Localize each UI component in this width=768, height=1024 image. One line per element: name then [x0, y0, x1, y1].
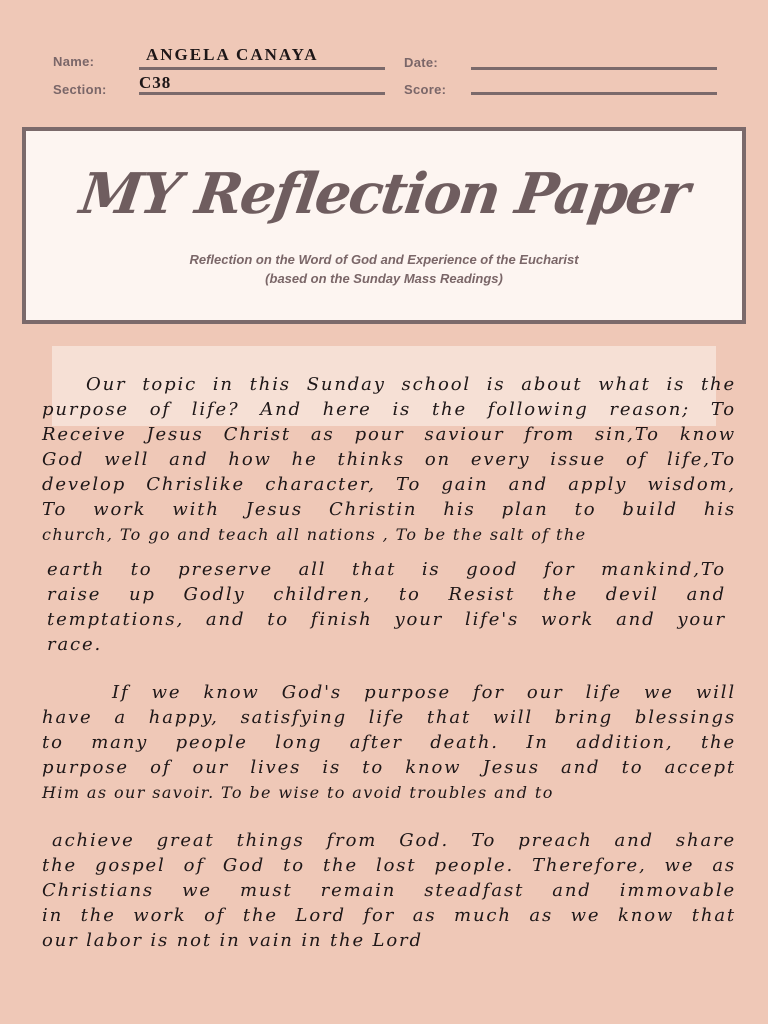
text-line: the gospel of God to the lost people. Therefore, we as	[42, 855, 736, 876]
text-line: Our topic in this Sunday school is about what is the	[86, 374, 736, 395]
score-label: Score:	[404, 82, 447, 97]
text-line: in the work of the Lord for as much as we know that	[42, 905, 736, 926]
text-line: achieve great things from God. To preach and share	[52, 830, 736, 851]
name-underline	[139, 67, 385, 70]
name-value: ANGELA CANAYA	[146, 45, 319, 64]
text-line: Him as our savoir. To be wise to avoid troubles and to	[42, 783, 554, 802]
text-line: Christians we must remain steadfast and immovable	[42, 880, 736, 901]
title-box	[22, 127, 746, 324]
paragraph-3	[42, 680, 736, 805]
paragraph-2	[47, 557, 726, 657]
text-line: race.	[47, 634, 103, 655]
paragraph-1	[42, 372, 736, 547]
section-label: Section:	[53, 82, 107, 97]
score-underline	[471, 92, 717, 95]
text-line: To work with Jesus Christin his plan to build his	[42, 499, 736, 520]
text-line: raise up Godly children, to Resist the devil and	[47, 584, 726, 605]
text-line: church, To go and teach all nations , To be the salt of the	[42, 525, 587, 544]
text-line: purpose of life? And here is the following reason; To	[42, 399, 736, 420]
page-title: MY Reflection Paper	[76, 161, 692, 227]
date-label: Date:	[404, 55, 439, 70]
text-line: Receive Jesus Christ as pour saviour from sin,To know	[42, 424, 736, 445]
subtitle-line-2: (based on the Sunday Mass Readings)	[265, 271, 503, 286]
subtitle-line-1: Reflection on the Word of God and Experience of the Eucharist	[189, 252, 579, 267]
name-label: Name:	[53, 54, 95, 69]
text-line: God well and how he thinks on every issue of life,To	[42, 449, 736, 470]
section-underline	[139, 92, 385, 95]
section-value: C38	[139, 73, 172, 92]
text-line: develop Chrislike character, To gain and apply wisdom,	[42, 474, 736, 495]
text-line: our labor is not in vain in the Lord	[42, 930, 423, 951]
text-line: to many people long after death. In addition, the	[42, 732, 736, 753]
text-line: If we know God's purpose for our life we will	[112, 682, 736, 703]
paragraph-4	[42, 828, 736, 953]
text-line: earth to preserve all that is good for mankind,To	[47, 559, 726, 580]
date-underline	[471, 67, 717, 70]
text-line: purpose of our lives is to know Jesus and to accept	[42, 757, 736, 778]
text-line: have a happy, satisfying life that will bring blessings	[42, 707, 736, 728]
text-line: temptations, and to finish your life's work and your	[47, 609, 726, 630]
